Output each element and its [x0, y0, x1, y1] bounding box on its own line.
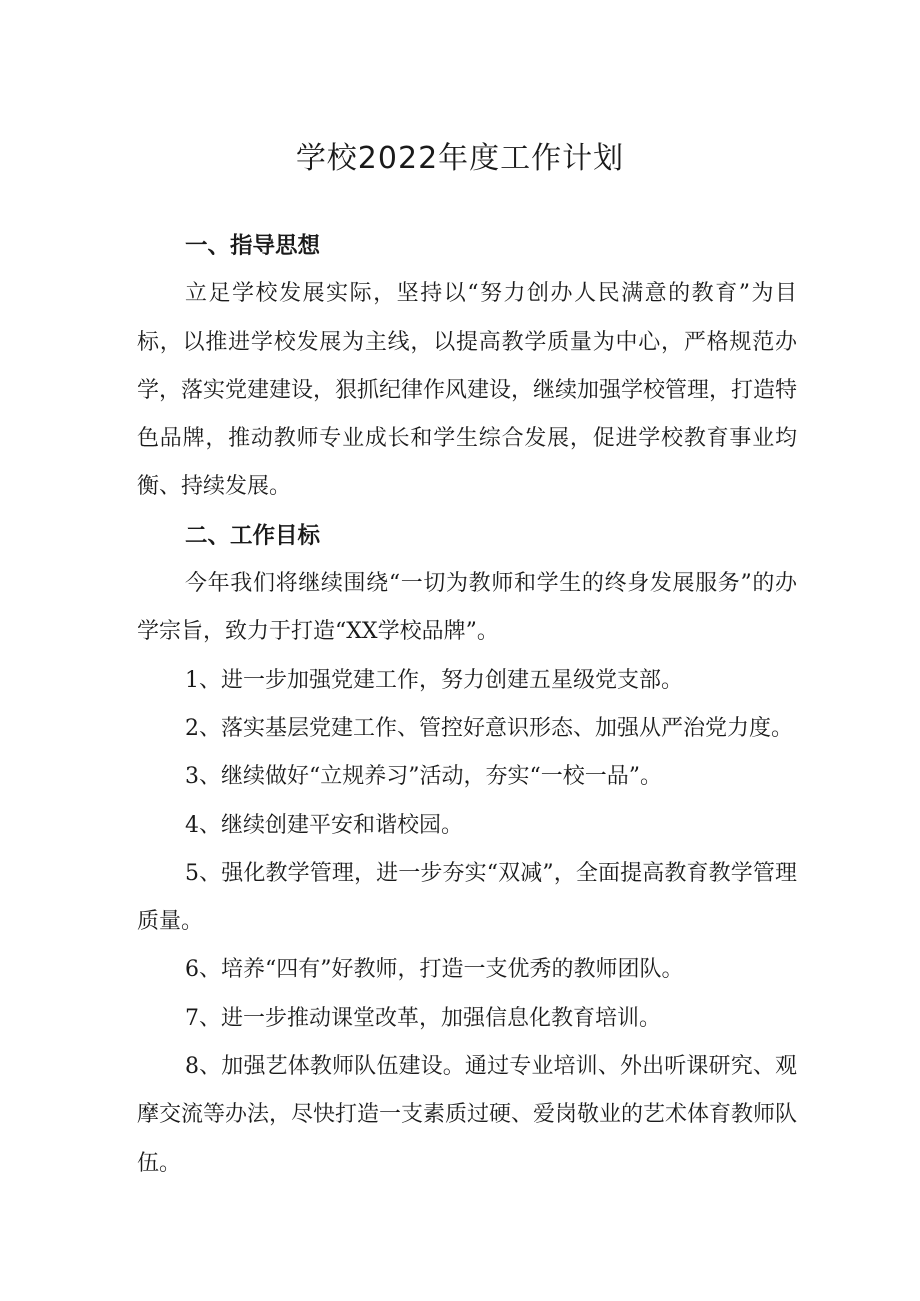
paragraph-goals-intro: 今年我们将继续围绕“一切为教师和学生的终身发展服务”的办学宗旨，致力于打造“XX学校品牌”。 [137, 571, 797, 645]
goal-item-5: 5、强化教学管理，进一步夯实“双减”，全面提高教育教学管理质量。 [137, 860, 797, 935]
goal-item-7: 7、进一步推动课堂改革，加强信息化教育培训。 [185, 1005, 661, 1031]
goal-item-6: 6、培养“四有”好教师，打造一支优秀的教师团队。 [185, 957, 684, 983]
goal-item-1: 1、进一步加强党建工作，努力创建五星级党支部。 [185, 667, 683, 693]
goal-item-4: 4、继续创建平安和谐校园。 [185, 812, 463, 838]
section-heading-work-goals: 二、工作目标 [185, 522, 321, 549]
section-heading-guiding-ideology: 一、指导思想 [185, 233, 321, 259]
goal-item-2: 2、落实基层党建工作、管控好意识形态、加强从严治党力度。 [185, 715, 793, 741]
document-title: 学校2022年度工作计划 [295, 141, 625, 176]
document-body [137, 222, 797, 1188]
goal-item-3: 3、继续做好“立规养习”活动，夯实“一校一品”。 [185, 764, 662, 790]
goal-item-8: 8、加强艺体教师队伍建设。通过专业培训、外出听课研究、观摩交流等办法，尽快打造一支素质过硬、爱岗敬业的艺术体育教师队伍。 [137, 1054, 798, 1176]
paragraph-guiding-ideology: 立足学校发展实际，坚持以“努力创办人民满意的教育”为目标，以推进学校发展为主线，以提高教学质量为中心，严格规范办学，落实党建建设，狠抓纪律作风建设，继续加强学校管理，打造特色品牌，推动教师专业成长和学生综合发展，促进学校教育事业均衡、持续发展。 [137, 281, 798, 500]
